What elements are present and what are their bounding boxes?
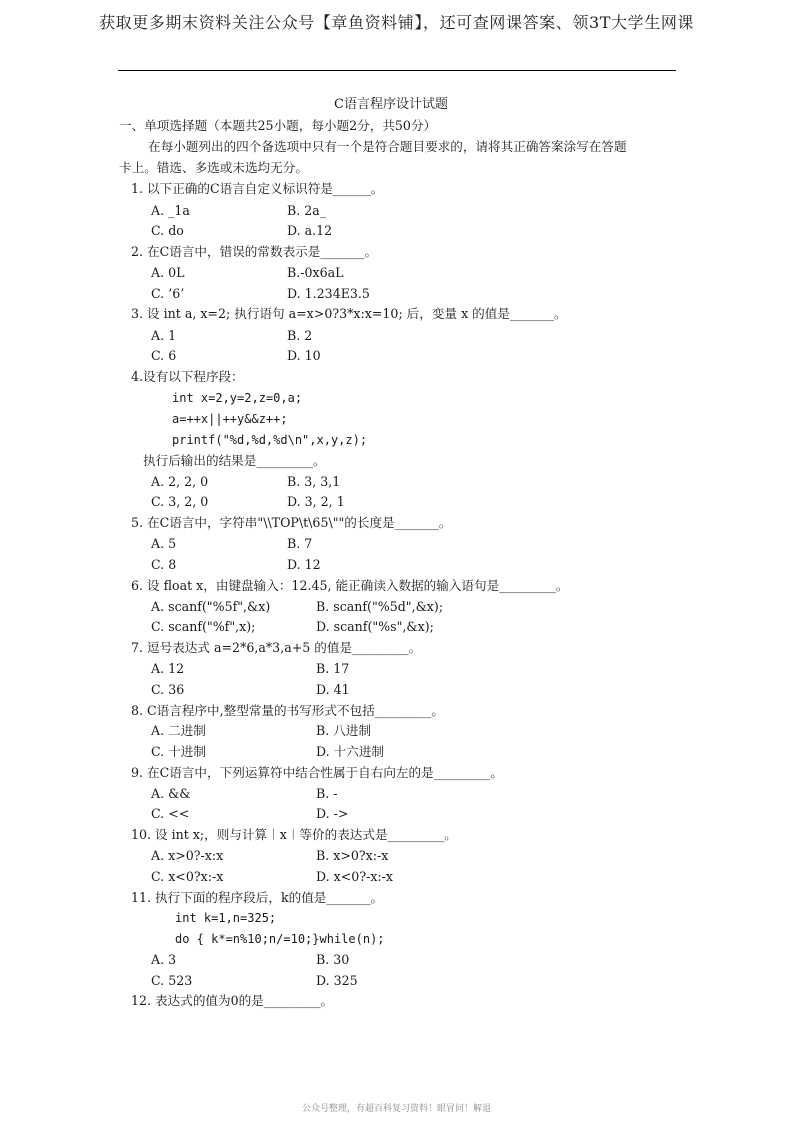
q6-option-c: C. scanf("%f",x);	[151, 619, 256, 634]
instruction-line-2: 卡上。错选、多选或未选均无分。	[119, 160, 308, 175]
question-5: 5. 在C语言中，字符串"\\TOP\t\65\""的长度是_______。	[131, 515, 452, 530]
q7-option-c: C. 36	[151, 682, 185, 697]
q10-option-b: B. x>0?x:-x	[316, 848, 389, 863]
question-8: 8. C语言程序中,整型常量的书写形式不包括_________。	[131, 703, 445, 718]
q11-option-d: D. 325	[316, 973, 358, 988]
q9-option-d: D. ->	[316, 806, 349, 821]
q3-option-b: B. 2	[287, 328, 313, 343]
q6-option-b: B. scanf("%5d",&x);	[316, 599, 444, 614]
q4-option-c: C. 3, 2, 0	[151, 494, 209, 509]
q4-option-b: B. 3, 3,1	[287, 474, 341, 489]
q7-option-d: D. 41	[316, 682, 350, 697]
q1-option-b: B. 2a_	[287, 203, 327, 218]
q4-code-line-2: a=++x||++y&&z++;	[172, 412, 288, 426]
page-footer: 公众号整理，有超百科复习资料！眼冒问！解退	[301, 1104, 491, 1114]
q11-option-b: B. 30	[316, 952, 350, 967]
question-6: 6. 设 float x，由键盘输入：12.45, 能正确读入数据的输入语句是_________。	[131, 578, 569, 593]
q4-option-d: D. 3, 2, 1	[287, 494, 345, 509]
q3-option-c: C. 6	[151, 348, 177, 363]
q6-option-a: A. scanf("%5f",&x)	[151, 599, 271, 614]
question-1: 1. 以下正确的C语言自定义标识符是______。	[131, 181, 384, 196]
q2-option-c: C. ’6’	[151, 286, 185, 301]
q7-option-b: B. 17	[316, 661, 350, 676]
q2-option-a: A. 0L	[151, 265, 185, 280]
q4-code-line-3: printf("%d,%d,%d\n",x,y,z);	[172, 433, 368, 447]
q11-option-a: A. 3	[151, 952, 177, 967]
q9-option-c: C. <<	[151, 806, 190, 821]
q6-option-d: D. scanf("%s",&x);	[316, 619, 434, 634]
q4-option-a: A. 2, 2, 0	[151, 474, 209, 489]
question-12: 12. 表达式的值为0的是_________。	[131, 993, 334, 1008]
q8-option-b: B. 八进制	[316, 723, 372, 738]
q10-option-a: A. x>0?-x:x	[151, 848, 224, 863]
question-4: 4.设有以下程序段：	[131, 369, 244, 384]
q8-option-a: A. 二进制	[151, 723, 206, 738]
question-10: 10. 设 int x;，则与计算︱x︱等价的表达式是_________。	[131, 827, 457, 842]
question-7: 7. 逗号表达式 a=2*6,a*3,a+5 的值是_________。	[131, 640, 422, 655]
q8-option-c: C. 十进制	[151, 744, 206, 759]
q1-option-d: D. a.12	[287, 223, 333, 238]
q2-option-b: B.-0x6aL	[287, 265, 344, 280]
q7-option-a: A. 12	[151, 661, 185, 676]
q10-option-d: D. x<0?-x:-x	[316, 869, 394, 884]
q2-option-d: D. 1.234E3.5	[287, 286, 370, 301]
q3-option-d: D. 10	[287, 348, 321, 363]
q1-option-a: A. _1a	[151, 203, 190, 218]
q8-option-d: D. 十六进制	[316, 744, 385, 759]
promo-banner: 获取更多期末资料关注公众号【章鱼资料铺】，还可查网课答案、领3T大学生网课	[98, 13, 695, 32]
q9-option-b: B. -	[316, 786, 338, 801]
q4-prompt: 执行后输出的结果是_________。	[143, 453, 326, 468]
q3-option-a: A. 1	[151, 328, 177, 343]
q10-option-c: C. x<0?x:-x	[151, 869, 224, 884]
q4-code-line-1: int x=2,y=2,z=0,a;	[172, 391, 303, 405]
q5-option-b: B. 7	[287, 536, 313, 551]
q5-option-a: A. 5	[151, 536, 177, 551]
question-2: 2. 在C语言中，错误的常数表示是_______。	[131, 244, 378, 259]
instruction-line-1: 在每小题列出的四个备选项中只有一个是符合题目要求的，请将其正确答案涂写在答题	[148, 139, 627, 154]
question-9: 9. 在C语言中，下列运算符中结合性属于自右向左的是_________。	[131, 765, 503, 780]
question-3: 3. 设 int a, x=2; 执行语句 a=x>0?3*x:x=10; 后，变量 x 的值是_______。	[131, 306, 567, 321]
q11-option-c: C. 523	[151, 973, 193, 988]
header-rule	[118, 70, 676, 71]
q11-code-line-1: int k=1,n=325;	[175, 911, 277, 925]
section-heading: 一、单项选择题（本题共25小题，每小题2分，共50分）	[119, 118, 437, 133]
q9-option-a: A. &&	[151, 786, 191, 801]
q1-option-c: C. do	[151, 223, 184, 238]
q11-code-line-2: do { k*=n%10;n/=10;}while(n);	[175, 932, 385, 946]
question-11: 11. 执行下面的程序段后，k的值是_______。	[131, 890, 384, 905]
q5-option-d: D. 12	[287, 557, 321, 572]
exam-title: C语言程序设计试题	[334, 97, 448, 112]
q5-option-c: C. 8	[151, 557, 177, 572]
